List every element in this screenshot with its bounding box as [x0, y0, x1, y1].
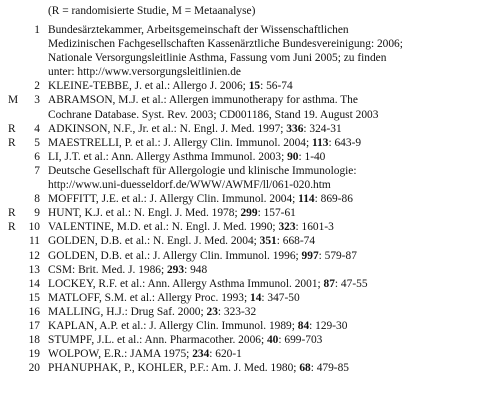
volume-number: 15 [248, 80, 261, 93]
reference-text [48, 136, 473, 150]
volume-number: 997 [301, 249, 319, 262]
citation-source: WOLPOW, E.R.: JAMA 1975; [48, 348, 193, 361]
reference-list [0, 23, 479, 375]
reference-text-line: unter: http://www.versorgungsleitlinien.de [48, 66, 241, 79]
reference-text-line: Nationale Versorgungsleitlinie Asthma, Fassung vom Juni 2005; zu finden [48, 52, 387, 65]
reference-text-line: ABRAMSON, M.J. et al.: Allergen immunotherapy for asthma. The [48, 94, 358, 107]
page-range: : 1-40 [298, 150, 326, 163]
volume-number: 84 [297, 319, 310, 332]
citation-source: STUMPF, J.L. et al.: Ann. Pharmacother. 2006; [48, 334, 267, 347]
page-range: : 56-74 [260, 80, 293, 93]
citation-source: MAESTRELLI, P. et al.: J. Allergy Clin. Immunol. 2004; [48, 136, 312, 149]
page-range: : 47-55 [334, 277, 368, 290]
reference-text [48, 347, 473, 361]
reference-item [0, 150, 479, 164]
page-range: : 157-61 [257, 207, 296, 220]
reference-item [0, 220, 479, 234]
reference-text [48, 277, 473, 291]
volume-number: 293 [166, 263, 185, 276]
page-range: : 643-9 [328, 136, 362, 149]
reference-text [48, 192, 473, 206]
page-range: : 699-703 [278, 334, 323, 347]
reference-number: 20 [28, 362, 40, 375]
citation-source: MATLOFF, S.M. et al.: Allergy Proc. 1993; [48, 291, 251, 304]
reference-number: 17 [28, 319, 40, 332]
page-range: : 347-50 [261, 291, 300, 304]
reference-item [0, 291, 479, 305]
reference-number: 7 [34, 164, 40, 177]
reference-item [0, 305, 479, 319]
page-range: : 869-86 [314, 193, 353, 206]
reference-text [48, 333, 473, 347]
reference-text [48, 249, 473, 263]
reference-item [0, 277, 479, 291]
reference-number: 15 [28, 291, 40, 304]
citation-source: LI, J.T. et al.: Ann. Allergy Asthma Immunol. 2003; [48, 150, 288, 163]
page-range: : 323-32 [217, 305, 257, 318]
legend-note: (R = randomisierte Studie, M = Metaanalyse) [48, 5, 256, 17]
reference-number: 18 [28, 334, 40, 347]
reference-text [48, 206, 473, 220]
reference-number: 3 [34, 94, 40, 107]
reference-item [0, 361, 479, 375]
reference-item [0, 93, 479, 121]
reference-text-line: Cochrane Database. Syst. Rev. 2003; CD001186, Stand 19. August 2003 [48, 108, 379, 121]
study-type-marker: R [8, 207, 16, 220]
study-type-marker: R [8, 122, 16, 135]
reference-text [48, 220, 473, 234]
reference-text [48, 122, 473, 136]
reference-text [48, 263, 473, 277]
reference-number: 10 [28, 221, 40, 234]
reference-number: 2 [34, 80, 40, 93]
reference-text [48, 164, 473, 192]
volume-number: 90 [287, 150, 299, 163]
reference-text [48, 361, 473, 375]
volume-number: 113 [312, 136, 329, 149]
page-range: : 129-30 [309, 319, 348, 332]
reference-number: 1 [34, 24, 40, 36]
reference-number: 6 [34, 150, 40, 163]
reference-number: 19 [28, 348, 40, 361]
page-range: : 668-74 [276, 235, 316, 248]
page-range: : 1601-3 [295, 221, 334, 234]
reference-text [48, 319, 473, 333]
reference-text-line: Bundesärztekammer, Arbeitsgemeinschaft der Wissenschaftlichen [48, 24, 349, 36]
page-range: : 579-87 [318, 249, 357, 262]
volume-number: 299 [240, 207, 258, 220]
reference-item [0, 79, 479, 93]
reference-number: 9 [34, 207, 40, 220]
volume-number: 234 [192, 348, 210, 361]
reference-number: 12 [28, 249, 40, 262]
study-type-marker: R [8, 136, 16, 149]
volume-number: 323 [278, 221, 296, 234]
reference-item [0, 122, 479, 136]
volume-number: 14 [250, 291, 262, 304]
reference-text-line: Deutsche Gesellschaft für Allergologie und klinische Immunologie: [48, 164, 357, 177]
reference-number: 13 [28, 263, 40, 276]
reference-item [0, 249, 479, 263]
reference-text [48, 23, 473, 79]
citation-source: KLEINE-TEBBE, J. et al.: Allergo J. 2006; [48, 80, 249, 93]
volume-number: 87 [323, 277, 335, 290]
reference-item [0, 23, 479, 79]
citation-source: GOLDEN, D.B. et al.: N. Engl. J. Med. 2004; [48, 235, 260, 248]
reference-text-line: Medizinischen Fachgesellschaften Kassenärztliche Bundesvereinigung: 2006; [48, 38, 403, 51]
citation-source: ADKINSON, N.F., Jr. et al.: N. Engl. J. Med. 1997; [48, 122, 287, 135]
citation-source: CSM: Brit. Med. J. 1986; [48, 263, 167, 276]
reference-item [0, 164, 479, 192]
study-type-marker: R [8, 221, 16, 234]
citation-source: HUNT, K.J. et al.: N. Engl. J. Med. 1978; [48, 207, 241, 220]
citation-source: GOLDEN, D.B. et al.: J. Allergy Clin. Immunol. 1996; [48, 249, 302, 262]
citation-source: VALENTINE, M.D. et al.: N. Engl. J. Med. 1990; [48, 221, 279, 234]
reference-item [0, 347, 479, 361]
reference-number: 4 [34, 122, 40, 135]
reference-number: 14 [28, 277, 40, 290]
citation-source: PHANUPHAK, P., KOHLER, P.F.: Am. J. Med. 1980; [48, 362, 300, 375]
volume-number: 114 [298, 193, 315, 206]
reference-text [48, 150, 473, 164]
reference-item [0, 136, 479, 150]
reference-text [48, 234, 473, 248]
page-range: : 948 [184, 263, 208, 276]
reference-number: 11 [29, 235, 40, 248]
reference-text [48, 291, 473, 305]
citation-source: LOCKEY, R.F. et al.: Ann. Allergy Asthma Immunol. 2001; [48, 277, 324, 290]
reference-item [0, 192, 479, 206]
reference-item [0, 234, 479, 248]
page-range: : 324-31 [303, 122, 342, 135]
study-type-marker: M [8, 94, 19, 107]
reference-item [0, 333, 479, 347]
reference-text [48, 93, 473, 121]
reference-number: 8 [34, 193, 40, 206]
reference-text-line: http://www.uni-duesseldorf.de/WWW/AWMF/ll/061-020.htm [48, 179, 331, 192]
citation-source: KAPLAN, A.P. et al.: J. Allergy Clin. Immunol. 1989; [48, 319, 298, 332]
reference-text [48, 79, 473, 93]
volume-number: 336 [286, 122, 304, 135]
page-range: : 479-85 [310, 362, 349, 375]
reference-item [0, 319, 479, 333]
volume-number: 68 [299, 362, 311, 375]
citation-source: MALLING, H.J.: Drug Saf. 2000; [48, 305, 207, 318]
page-range: : 620-1 [209, 348, 242, 361]
volume-number: 351 [259, 235, 277, 248]
volume-number: 40 [266, 334, 279, 347]
reference-item [0, 206, 479, 220]
reference-number: 5 [34, 136, 40, 149]
citation-source: MOFFITT, J.E. et al.: J. Allergy Clin. Immunol. 2004; [48, 193, 299, 206]
reference-number: 16 [28, 305, 40, 318]
reference-text [48, 305, 473, 319]
reference-item [0, 263, 479, 277]
volume-number: 23 [206, 305, 218, 318]
